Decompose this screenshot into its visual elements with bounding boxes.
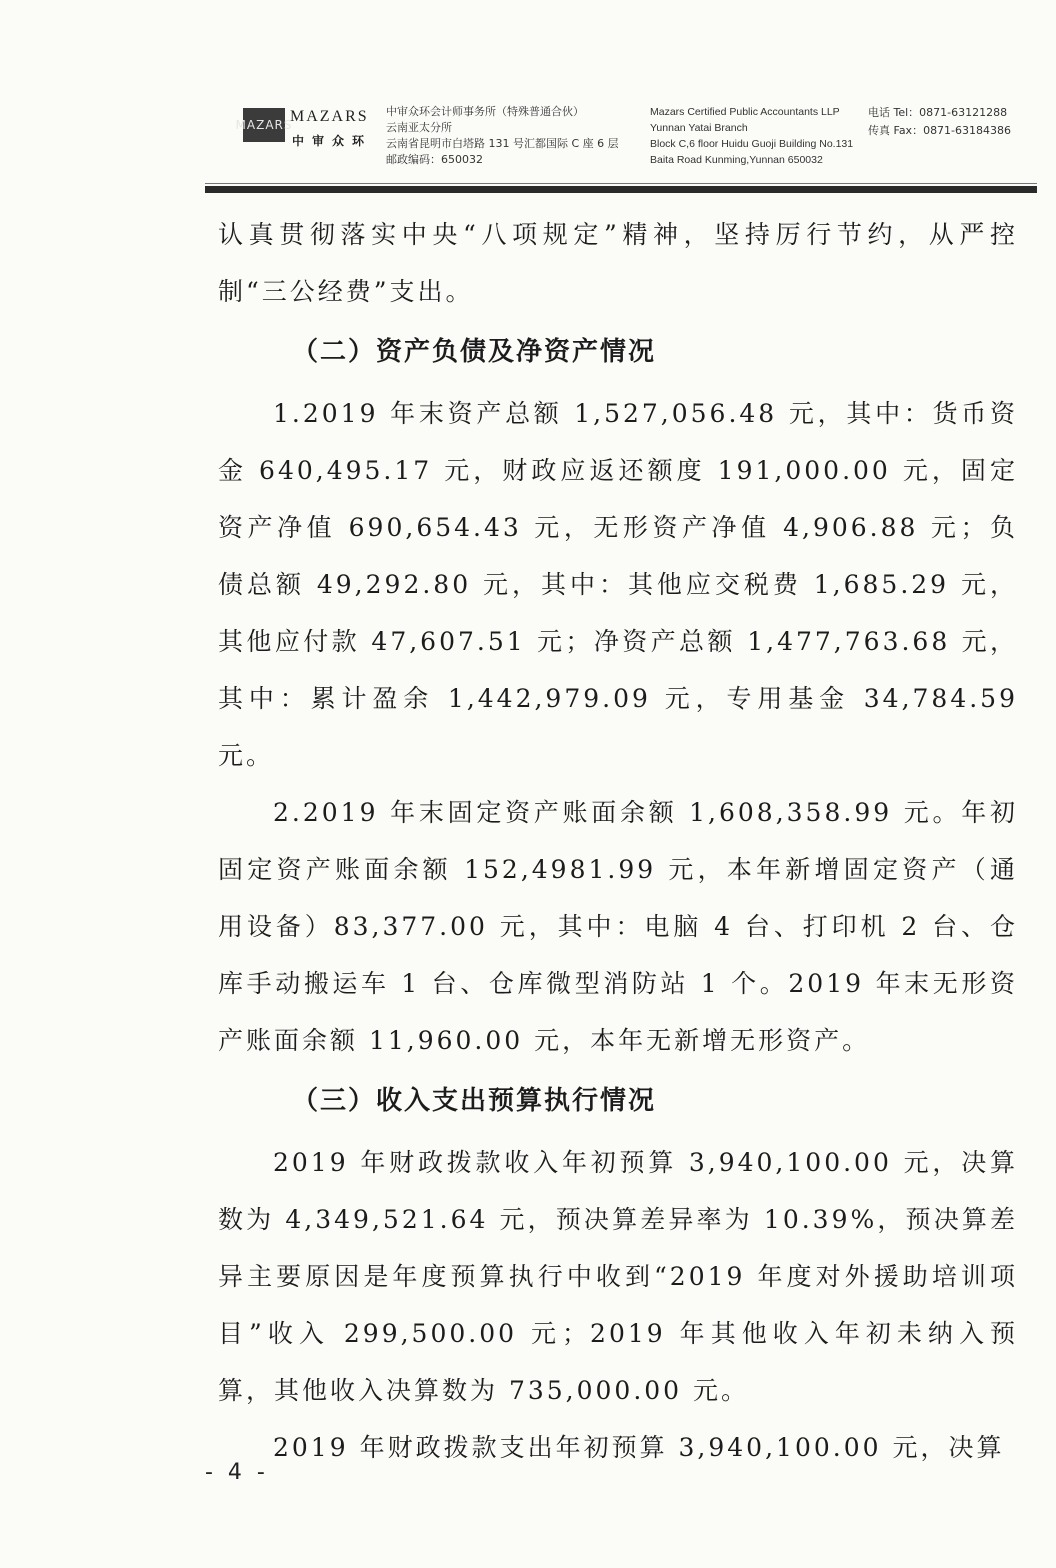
section-heading-assets: （二）资产负债及净资产情况	[292, 337, 657, 367]
paragraph-fixed-assets: 2.2019 年末固定资产账面余额 1,608,358.99 元。年初固定资产账面余额 152,4981.99 元，本年新增固定资产（通用设备）83,377.00 元，其中：电脑 4 台、打印机 2 台、仓库手动搬运车 1 台、仓库微型消防站 1 个。2019 年末无形资产账面余额 11,960.00 元，本年无新增无形资产。	[218, 798, 1018, 1055]
header-rule	[205, 186, 1037, 193]
paragraph-assets-summary: 1.2019 年末资产总额 1,527,056.48 元，其中：货币资金 640,495.17 元，财政应返还额度 191,000.00 元，固定资产净值 690,654.43 元，无形资产净值 4,906.88 元；负债总额 49,292.80 元，其中：其他应交税费 1,685.29 元，其他应付款 47,607.51 元；净资产总额 1,477,763.68 元，其中：累计盈余 1,442,979.09 元，专用基金 34,784.59 元。	[218, 399, 1018, 770]
logo-text-en: MAZARS	[290, 108, 369, 125]
firm-name-en: Mazars Certified Public Accountants LLP	[650, 106, 840, 118]
document-body	[218, 206, 1018, 1476]
paragraph-income-budget: 2019 年财政拨款收入年初预算 3,940,100.00 元，决算数为 4,349,521.64 元，预决算差异率为 10.39%，预决算差异主要原因是年度预算执行中收到“2019 年度对外援助培训项目”收入 299,500.00 元；2019 年其他收入年初未纳入预算，其他收入决算数为 735,000.00 元。	[218, 1148, 1018, 1405]
page-number: - 4 -	[205, 1460, 269, 1485]
letterhead	[0, 98, 1056, 188]
paragraph-continued: 认真贯彻落实中央“八项规定”精神，坚持厉行节约，从严控制“三公经费”支出。	[218, 220, 1018, 306]
telephone: 电话 Tel：0871-63121288	[868, 106, 1008, 119]
address-en-line1: Block C,6 floor Huidu Guoji Building No.131	[650, 138, 854, 150]
letterhead-cn-block	[386, 104, 619, 168]
address-cn: 云南省昆明市白塔路 131 号汇都国际 C 座 6 层	[386, 137, 619, 150]
branch-name-en: Yunnan Yatai Branch	[650, 122, 748, 134]
section-heading-budget: （三）收入支出预算执行情况	[292, 1086, 657, 1116]
logo-text-cn: 中审众环	[292, 134, 373, 148]
paragraph-expense-budget: 2019 年财政拨款支出年初预算 3,940,100.00 元，决算	[273, 1433, 1005, 1462]
letterhead-contact	[868, 104, 1011, 140]
fax: 传真 Fax：0871-63184386	[868, 124, 1012, 137]
branch-name-cn: 云南亚太分所	[386, 121, 452, 134]
letterhead-en-block	[650, 104, 853, 168]
postcode-cn: 邮政编码：650032	[386, 153, 483, 166]
mazars-logo-icon: MAZARS	[243, 108, 285, 142]
address-en-line2: Baita Road Kunming,Yunnan 650032	[650, 154, 823, 166]
firm-name-cn: 中审众环会计师事务所（特殊普通合伙）	[386, 105, 584, 118]
header-rule-thin	[205, 183, 1037, 184]
